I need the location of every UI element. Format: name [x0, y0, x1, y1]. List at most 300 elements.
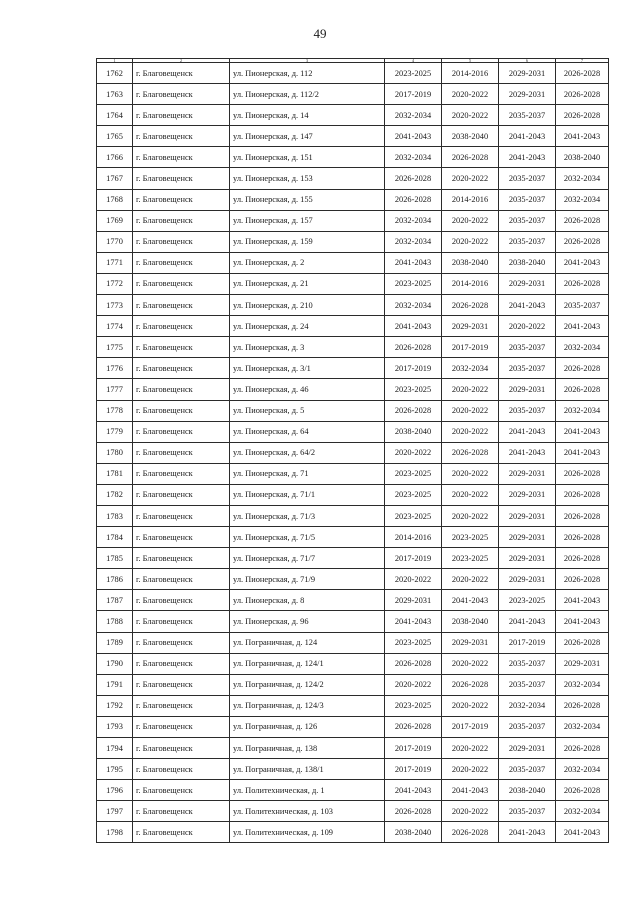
- period-cell-5: 2023-2025: [442, 548, 499, 569]
- row-number-cell: 1766: [97, 147, 133, 168]
- period-cell-5: 2020-2022: [442, 231, 499, 252]
- row-number-cell: 1768: [97, 189, 133, 210]
- row-number-cell: 1785: [97, 548, 133, 569]
- period-cell-4: 2038-2040: [385, 421, 442, 442]
- row-number-cell: 1771: [97, 252, 133, 273]
- period-cell-4: 2038-2040: [385, 822, 442, 843]
- period-cell-6: 2035-2037: [499, 337, 556, 358]
- row-number-cell: 1777: [97, 379, 133, 400]
- period-cell-6: 2035-2037: [499, 210, 556, 231]
- address-cell: ул. Пограничная, д. 124: [230, 632, 385, 653]
- period-cell-6: 2029-2031: [499, 379, 556, 400]
- period-cell-6: 2041-2043: [499, 421, 556, 442]
- row-number-cell: 1793: [97, 716, 133, 737]
- city-cell: г. Благовещенск: [133, 337, 230, 358]
- period-cell-6: 2041-2043: [499, 611, 556, 632]
- period-cell-7: 2041-2043: [556, 316, 609, 337]
- table-row: [97, 126, 609, 147]
- row-number-cell: 1774: [97, 316, 133, 337]
- period-cell-7: 2041-2043: [556, 590, 609, 611]
- period-cell-5: 2020-2022: [442, 421, 499, 442]
- address-cell: ул. Пионерская, д. 21: [230, 273, 385, 294]
- period-cell-7: 2026-2028: [556, 632, 609, 653]
- row-number-cell: 1775: [97, 337, 133, 358]
- period-cell-5: 2026-2028: [442, 674, 499, 695]
- city-cell: г. Благовещенск: [133, 674, 230, 695]
- address-cell: ул. Пионерская, д. 151: [230, 147, 385, 168]
- table-row: [97, 822, 609, 843]
- row-number-cell: 1783: [97, 505, 133, 526]
- period-cell-4: 2023-2025: [385, 463, 442, 484]
- period-cell-5: 2020-2022: [442, 653, 499, 674]
- period-cell-4: 2032-2034: [385, 147, 442, 168]
- period-cell-7: 2026-2028: [556, 273, 609, 294]
- row-number-cell: 1782: [97, 484, 133, 505]
- period-cell-7: 2026-2028: [556, 84, 609, 105]
- row-number-cell: 1796: [97, 780, 133, 801]
- table-row: [97, 442, 609, 463]
- address-cell: ул. Пионерская, д. 147: [230, 126, 385, 147]
- period-cell-4: 2014-2016: [385, 527, 442, 548]
- period-cell-5: 2020-2022: [442, 484, 499, 505]
- period-cell-6: 2035-2037: [499, 801, 556, 822]
- address-cell: ул. Пионерская, д. 71/7: [230, 548, 385, 569]
- column-number-cell: 5: [442, 59, 499, 63]
- period-cell-6: 2023-2025: [499, 590, 556, 611]
- period-cell-5: 2038-2040: [442, 611, 499, 632]
- period-cell-7: 2032-2034: [556, 801, 609, 822]
- address-cell: ул. Пионерская, д. 112/2: [230, 84, 385, 105]
- period-cell-5: 2020-2022: [442, 463, 499, 484]
- period-cell-7: 2026-2028: [556, 63, 609, 84]
- period-cell-5: 2020-2022: [442, 400, 499, 421]
- period-cell-7: 2026-2028: [556, 548, 609, 569]
- period-cell-6: 2029-2031: [499, 505, 556, 526]
- period-cell-6: 2041-2043: [499, 147, 556, 168]
- period-cell-7: 2026-2028: [556, 484, 609, 505]
- row-number-cell: 1776: [97, 358, 133, 379]
- period-cell-7: 2032-2034: [556, 400, 609, 421]
- period-cell-6: 2038-2040: [499, 780, 556, 801]
- period-cell-4: 2023-2025: [385, 273, 442, 294]
- period-cell-4: 2032-2034: [385, 105, 442, 126]
- period-cell-4: 2023-2025: [385, 379, 442, 400]
- city-cell: г. Благовещенск: [133, 126, 230, 147]
- row-number-cell: 1779: [97, 421, 133, 442]
- period-cell-5: 2029-2031: [442, 316, 499, 337]
- city-cell: г. Благовещенск: [133, 505, 230, 526]
- period-cell-4: 2026-2028: [385, 653, 442, 674]
- row-number-cell: 1784: [97, 527, 133, 548]
- period-cell-4: 2026-2028: [385, 716, 442, 737]
- period-cell-4: 2023-2025: [385, 695, 442, 716]
- period-cell-7: 2041-2043: [556, 126, 609, 147]
- period-cell-6: 2029-2031: [499, 548, 556, 569]
- period-cell-4: 2032-2034: [385, 210, 442, 231]
- period-cell-4: 2017-2019: [385, 738, 442, 759]
- table-row: [97, 632, 609, 653]
- table-row: [97, 611, 609, 632]
- period-cell-4: 2026-2028: [385, 801, 442, 822]
- period-cell-5: 2020-2022: [442, 84, 499, 105]
- table-row: [97, 84, 609, 105]
- period-cell-7: 2035-2037: [556, 295, 609, 316]
- period-cell-4: 2017-2019: [385, 84, 442, 105]
- row-number-cell: 1769: [97, 210, 133, 231]
- period-cell-5: 2020-2022: [442, 168, 499, 189]
- period-cell-4: 2023-2025: [385, 63, 442, 84]
- period-cell-6: 2035-2037: [499, 168, 556, 189]
- address-cell: ул. Пионерская, д. 64/2: [230, 442, 385, 463]
- period-cell-6: 2029-2031: [499, 273, 556, 294]
- address-cell: ул. Пионерская, д. 24: [230, 316, 385, 337]
- period-cell-5: 2023-2025: [442, 527, 499, 548]
- period-cell-7: 2032-2034: [556, 759, 609, 780]
- city-cell: г. Благовещенск: [133, 379, 230, 400]
- city-cell: г. Благовещенск: [133, 822, 230, 843]
- period-cell-6: 2038-2040: [499, 252, 556, 273]
- period-cell-6: 2029-2031: [499, 738, 556, 759]
- city-cell: г. Благовещенск: [133, 527, 230, 548]
- period-cell-4: 2026-2028: [385, 337, 442, 358]
- city-cell: г. Благовещенск: [133, 210, 230, 231]
- period-cell-7: 2032-2034: [556, 716, 609, 737]
- table-row: [97, 210, 609, 231]
- column-number-cell: 7: [556, 59, 609, 63]
- row-number-cell: 1762: [97, 63, 133, 84]
- address-cell: ул. Пограничная, д. 138: [230, 738, 385, 759]
- period-cell-7: 2026-2028: [556, 379, 609, 400]
- period-cell-6: 2035-2037: [499, 759, 556, 780]
- city-cell: г. Благовещенск: [133, 653, 230, 674]
- period-cell-6: 2029-2031: [499, 63, 556, 84]
- period-cell-6: 2035-2037: [499, 105, 556, 126]
- address-cell: ул. Пограничная, д. 124/3: [230, 695, 385, 716]
- address-cell: ул. Пионерская, д. 8: [230, 590, 385, 611]
- period-cell-6: 2035-2037: [499, 653, 556, 674]
- table-row: [97, 147, 609, 168]
- city-cell: г. Благовещенск: [133, 105, 230, 126]
- period-cell-6: 2029-2031: [499, 484, 556, 505]
- period-cell-7: 2041-2043: [556, 822, 609, 843]
- period-cell-5: 2026-2028: [442, 295, 499, 316]
- period-cell-5: 2020-2022: [442, 379, 499, 400]
- address-cell: ул. Пионерская, д. 210: [230, 295, 385, 316]
- registry-table: [96, 58, 609, 843]
- city-cell: г. Благовещенск: [133, 84, 230, 105]
- period-cell-6: 2032-2034: [499, 695, 556, 716]
- address-cell: ул. Пионерская, д. 14: [230, 105, 385, 126]
- table-row: [97, 463, 609, 484]
- row-number-cell: 1792: [97, 695, 133, 716]
- address-cell: ул. Пионерская, д. 71: [230, 463, 385, 484]
- table-row: [97, 400, 609, 421]
- period-cell-7: 2026-2028: [556, 569, 609, 590]
- address-cell: ул. Пионерская, д. 96: [230, 611, 385, 632]
- row-number-cell: 1770: [97, 231, 133, 252]
- period-cell-5: 2017-2019: [442, 716, 499, 737]
- period-cell-4: 2026-2028: [385, 168, 442, 189]
- period-cell-4: 2032-2034: [385, 231, 442, 252]
- city-cell: г. Благовещенск: [133, 273, 230, 294]
- period-cell-5: 2029-2031: [442, 632, 499, 653]
- period-cell-7: 2026-2028: [556, 527, 609, 548]
- period-cell-7: 2041-2043: [556, 252, 609, 273]
- city-cell: г. Благовещенск: [133, 590, 230, 611]
- address-cell: ул. Пионерская, д. 155: [230, 189, 385, 210]
- period-cell-4: 2020-2022: [385, 569, 442, 590]
- period-cell-7: 2041-2043: [556, 442, 609, 463]
- table-row: [97, 189, 609, 210]
- address-cell: ул. Пионерская, д. 112: [230, 63, 385, 84]
- row-number-cell: 1789: [97, 632, 133, 653]
- row-number-cell: 1780: [97, 442, 133, 463]
- city-cell: г. Благовещенск: [133, 421, 230, 442]
- address-cell: ул. Пионерская, д. 71/1: [230, 484, 385, 505]
- row-number-cell: 1787: [97, 590, 133, 611]
- period-cell-7: 2032-2034: [556, 674, 609, 695]
- period-cell-6: 2029-2031: [499, 527, 556, 548]
- period-cell-7: 2026-2028: [556, 231, 609, 252]
- period-cell-4: 2041-2043: [385, 780, 442, 801]
- row-number-cell: 1791: [97, 674, 133, 695]
- city-cell: г. Благовещенск: [133, 484, 230, 505]
- period-cell-7: 2041-2043: [556, 421, 609, 442]
- city-cell: г. Благовещенск: [133, 569, 230, 590]
- row-number-cell: 1781: [97, 463, 133, 484]
- period-cell-6: 2035-2037: [499, 189, 556, 210]
- address-cell: ул. Пограничная, д. 138/1: [230, 759, 385, 780]
- table-row: [97, 252, 609, 273]
- table-row: [97, 484, 609, 505]
- period-cell-7: 2032-2034: [556, 189, 609, 210]
- table-row: [97, 105, 609, 126]
- table-row: [97, 63, 609, 84]
- period-cell-5: 2020-2022: [442, 759, 499, 780]
- period-cell-5: 2041-2043: [442, 780, 499, 801]
- city-cell: г. Благовещенск: [133, 316, 230, 337]
- table-row: [97, 548, 609, 569]
- address-cell: ул. Пионерская, д. 3: [230, 337, 385, 358]
- period-cell-5: 2020-2022: [442, 569, 499, 590]
- row-number-cell: 1798: [97, 822, 133, 843]
- address-cell: ул. Пионерская, д. 71/3: [230, 505, 385, 526]
- period-cell-4: 2020-2022: [385, 674, 442, 695]
- table-row: [97, 569, 609, 590]
- row-number-cell: 1778: [97, 400, 133, 421]
- period-cell-6: 2035-2037: [499, 716, 556, 737]
- address-cell: ул. Пионерская, д. 71/9: [230, 569, 385, 590]
- column-number-cell: 4: [385, 59, 442, 63]
- period-cell-6: 2035-2037: [499, 358, 556, 379]
- period-cell-4: 2023-2025: [385, 484, 442, 505]
- column-number-cell: 2: [133, 59, 230, 63]
- period-cell-6: 2029-2031: [499, 463, 556, 484]
- period-cell-7: 2026-2028: [556, 738, 609, 759]
- city-cell: г. Благовещенск: [133, 442, 230, 463]
- period-cell-6: 2029-2031: [499, 569, 556, 590]
- row-number-cell: 1797: [97, 801, 133, 822]
- table-row: [97, 379, 609, 400]
- table-row: [97, 231, 609, 252]
- period-cell-7: 2026-2028: [556, 105, 609, 126]
- city-cell: г. Благовещенск: [133, 147, 230, 168]
- period-cell-4: 2023-2025: [385, 632, 442, 653]
- city-cell: г. Благовещенск: [133, 358, 230, 379]
- period-cell-4: 2020-2022: [385, 442, 442, 463]
- period-cell-5: 2020-2022: [442, 738, 499, 759]
- period-cell-7: 2026-2028: [556, 505, 609, 526]
- period-cell-5: 2020-2022: [442, 210, 499, 231]
- period-cell-7: 2041-2043: [556, 611, 609, 632]
- city-cell: г. Благовещенск: [133, 695, 230, 716]
- address-cell: ул. Пионерская, д. 5: [230, 400, 385, 421]
- period-cell-7: 2038-2040: [556, 147, 609, 168]
- city-cell: г. Благовещенск: [133, 548, 230, 569]
- city-cell: г. Благовещенск: [133, 168, 230, 189]
- city-cell: г. Благовещенск: [133, 252, 230, 273]
- period-cell-7: 2026-2028: [556, 463, 609, 484]
- period-cell-6: 2020-2022: [499, 316, 556, 337]
- city-cell: г. Благовещенск: [133, 463, 230, 484]
- table-row: [97, 590, 609, 611]
- table-row: [97, 695, 609, 716]
- period-cell-6: 2041-2043: [499, 442, 556, 463]
- table-row: [97, 316, 609, 337]
- period-cell-4: 2026-2028: [385, 400, 442, 421]
- row-number-cell: 1773: [97, 295, 133, 316]
- address-cell: ул. Пионерская, д. 71/5: [230, 527, 385, 548]
- row-number-cell: 1767: [97, 168, 133, 189]
- period-cell-5: 2014-2016: [442, 63, 499, 84]
- period-cell-7: 2026-2028: [556, 358, 609, 379]
- period-cell-5: 2020-2022: [442, 695, 499, 716]
- period-cell-5: 2038-2040: [442, 252, 499, 273]
- table-row: [97, 738, 609, 759]
- address-cell: ул. Политехническая, д. 1: [230, 780, 385, 801]
- city-cell: г. Благовещенск: [133, 231, 230, 252]
- period-cell-4: 2041-2043: [385, 316, 442, 337]
- row-number-cell: 1765: [97, 126, 133, 147]
- period-cell-6: 2017-2019: [499, 632, 556, 653]
- page-number: 49: [313, 26, 327, 41]
- table-row: [97, 780, 609, 801]
- city-cell: г. Благовещенск: [133, 716, 230, 737]
- row-number-cell: 1794: [97, 738, 133, 759]
- period-cell-4: 2041-2043: [385, 126, 442, 147]
- city-cell: г. Благовещенск: [133, 189, 230, 210]
- table-row: [97, 716, 609, 737]
- address-cell: ул. Пионерская, д. 3/1: [230, 358, 385, 379]
- city-cell: г. Благовещенск: [133, 295, 230, 316]
- period-cell-5: 2026-2028: [442, 822, 499, 843]
- period-cell-6: 2041-2043: [499, 126, 556, 147]
- period-cell-4: 2017-2019: [385, 548, 442, 569]
- table-row: [97, 653, 609, 674]
- period-cell-6: 2029-2031: [499, 84, 556, 105]
- row-number-cell: 1790: [97, 653, 133, 674]
- period-cell-5: 2026-2028: [442, 147, 499, 168]
- city-cell: г. Благовещенск: [133, 780, 230, 801]
- period-cell-6: 2041-2043: [499, 295, 556, 316]
- period-cell-7: 2032-2034: [556, 168, 609, 189]
- table-row: [97, 505, 609, 526]
- city-cell: г. Благовещенск: [133, 759, 230, 780]
- column-number-cell: 1: [97, 59, 133, 63]
- period-cell-4: 2017-2019: [385, 358, 442, 379]
- address-cell: ул. Пионерская, д. 159: [230, 231, 385, 252]
- city-cell: г. Благовещенск: [133, 738, 230, 759]
- row-number-cell: 1788: [97, 611, 133, 632]
- table-row: [97, 674, 609, 695]
- address-cell: ул. Пограничная, д. 124/2: [230, 674, 385, 695]
- period-cell-7: 2026-2028: [556, 780, 609, 801]
- period-cell-5: 2020-2022: [442, 105, 499, 126]
- period-cell-5: 2038-2040: [442, 126, 499, 147]
- period-cell-5: 2041-2043: [442, 590, 499, 611]
- period-cell-7: 2026-2028: [556, 210, 609, 231]
- period-cell-7: 2026-2028: [556, 695, 609, 716]
- period-cell-5: 2020-2022: [442, 505, 499, 526]
- column-number-cell: 3: [230, 59, 385, 63]
- table-row: [97, 801, 609, 822]
- city-cell: г. Благовещенск: [133, 400, 230, 421]
- period-cell-5: 2020-2022: [442, 801, 499, 822]
- city-cell: г. Благовещенск: [133, 63, 230, 84]
- address-cell: ул. Пограничная, д. 126: [230, 716, 385, 737]
- period-cell-5: 2017-2019: [442, 337, 499, 358]
- period-cell-5: 2014-2016: [442, 189, 499, 210]
- address-cell: ул. Пионерская, д. 64: [230, 421, 385, 442]
- address-cell: ул. Пограничная, д. 124/1: [230, 653, 385, 674]
- address-cell: ул. Пионерская, д. 153: [230, 168, 385, 189]
- table-row: [97, 273, 609, 294]
- table-row: [97, 527, 609, 548]
- city-cell: г. Благовещенск: [133, 632, 230, 653]
- table-row: [97, 337, 609, 358]
- row-number-cell: 1772: [97, 273, 133, 294]
- address-cell: ул. Пионерская, д. 2: [230, 252, 385, 273]
- address-cell: ул. Политехническая, д. 103: [230, 801, 385, 822]
- period-cell-4: 2029-2031: [385, 590, 442, 611]
- period-cell-5: 2026-2028: [442, 442, 499, 463]
- row-number-cell: 1795: [97, 759, 133, 780]
- period-cell-4: 2041-2043: [385, 611, 442, 632]
- table-row: [97, 295, 609, 316]
- city-cell: г. Благовещенск: [133, 611, 230, 632]
- address-cell: ул. Пионерская, д. 46: [230, 379, 385, 400]
- table-row: [97, 421, 609, 442]
- row-number-cell: 1763: [97, 84, 133, 105]
- period-cell-5: 2032-2034: [442, 358, 499, 379]
- table-row: [97, 168, 609, 189]
- period-cell-7: 2032-2034: [556, 337, 609, 358]
- row-number-cell: 1764: [97, 105, 133, 126]
- column-number-cell: 6: [499, 59, 556, 63]
- period-cell-4: 2017-2019: [385, 759, 442, 780]
- period-cell-6: 2035-2037: [499, 400, 556, 421]
- period-cell-6: 2035-2037: [499, 231, 556, 252]
- period-cell-5: 2014-2016: [442, 273, 499, 294]
- address-cell: ул. Политехническая, д. 109: [230, 822, 385, 843]
- period-cell-7: 2029-2031: [556, 653, 609, 674]
- period-cell-6: 2035-2037: [499, 674, 556, 695]
- period-cell-4: 2032-2034: [385, 295, 442, 316]
- period-cell-4: 2023-2025: [385, 505, 442, 526]
- table-row: [97, 759, 609, 780]
- row-number-cell: 1786: [97, 569, 133, 590]
- city-cell: г. Благовещенск: [133, 801, 230, 822]
